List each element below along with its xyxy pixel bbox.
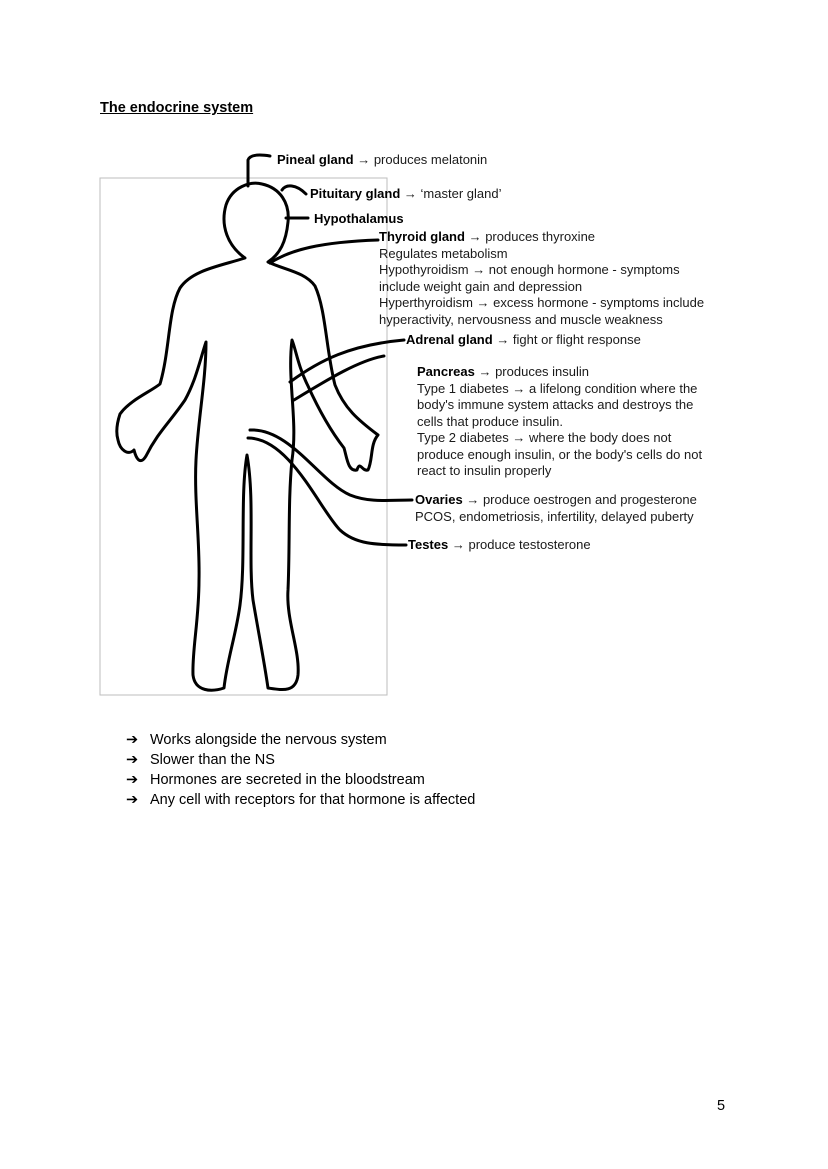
pancreas-line: Type 2 diabetes → where the body does not: [417, 430, 672, 445]
pancreas-line: react to insulin properly: [417, 463, 552, 478]
thyroid-line: Regulates metabolism: [379, 245, 508, 261]
label-pituitary: Pituitary gland → ‘master gland’: [310, 186, 502, 201]
list-item: ➔ Works alongside the nervous system: [126, 732, 387, 748]
list-item: ➔ Slower than the NS: [126, 752, 275, 768]
arrow-icon: ➔: [126, 752, 139, 768]
leader-testes: [248, 438, 406, 545]
leader-thyroid: [270, 240, 378, 263]
leader-pineal: [248, 155, 270, 186]
thyroid-line: include weight gain and depression: [379, 278, 583, 294]
thyroid-line: Hyperthyroidism → excess hormone - symptoms include: [379, 295, 705, 310]
label-pineal: Pineal gland → produces melatonin: [277, 152, 488, 167]
arrow-icon: ➔: [126, 732, 139, 748]
label-adrenal: Adrenal gland → fight or flight response: [406, 332, 641, 347]
arrow-icon: ➔: [126, 792, 139, 808]
list-item: ➔ Any cell with receptors for that hormone is affected: [126, 792, 476, 808]
ovaries-line: PCOS, endometriosis, infertility, delayed puberty: [415, 508, 694, 524]
page-number: 5: [717, 1098, 726, 1114]
pancreas-line: produce enough insulin, or the body's cells do not: [417, 446, 703, 462]
label-pancreas: Pancreas → produces insulin Type 1 diabetes → a lifelong condition where the body's immune system attacks and destroys the cells that produce insulin. Type 2 diabetes → where the body does not produce enough insulin, or the body's cells do not react to insulin properly: [417, 364, 703, 478]
leader-pituitary: [282, 186, 306, 194]
leader-ovaries: [250, 430, 412, 501]
pancreas-line: cells that produce insulin.: [417, 413, 563, 429]
thyroid-line: hyperactivity, nervousness and muscle weakness: [379, 311, 663, 327]
label-hypothalamus: Hypothalamus: [314, 211, 404, 226]
arrow-icon: ➔: [126, 772, 139, 788]
pancreas-line: body's immune system attacks and destroys the: [417, 397, 694, 412]
bullet-list: [126, 730, 475, 810]
thyroid-line: Hypothyroidism → not enough hormone - symptoms: [379, 262, 680, 277]
page-title: The endocrine system: [100, 100, 254, 116]
list-item: ➔ Hormones are secreted in the bloodstream: [126, 772, 425, 788]
label-ovaries: Ovaries → produce oestrogen and progesterone PCOS, endometriosis, infertility, delayed puberty: [415, 492, 697, 524]
label-thyroid: Thyroid gland → produces thyroxine Regulates metabolism Hypothyroidism → not enough hormone - symptoms include weight gain and depression Hyperthyroidism → excess hormone - symptoms include hyperactivity, nervousness and muscle weakness: [379, 229, 705, 327]
label-testes: Testes → produce testosterone: [408, 537, 591, 552]
pancreas-line: Type 1 diabetes → a lifelong condition where the: [417, 380, 698, 396]
